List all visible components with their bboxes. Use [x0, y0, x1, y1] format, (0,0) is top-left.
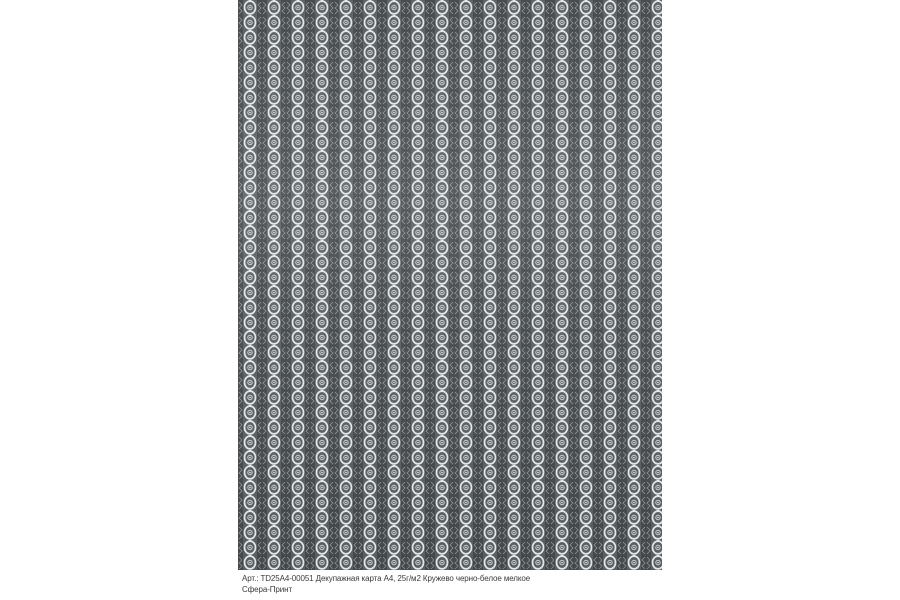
lace-ring-chain-pattern-icon — [238, 0, 662, 570]
product-caption — [242, 573, 662, 595]
caption-article-line: Арт.: TD25A4-00051 Декупажная карта А4, 25г/м2 Кружево черно-белое мелкое — [242, 574, 531, 583]
caption-brand-line: Сфера-Принт — [242, 585, 293, 594]
lace-pattern-image — [238, 0, 662, 570]
decoupage-sheet — [238, 0, 662, 600]
